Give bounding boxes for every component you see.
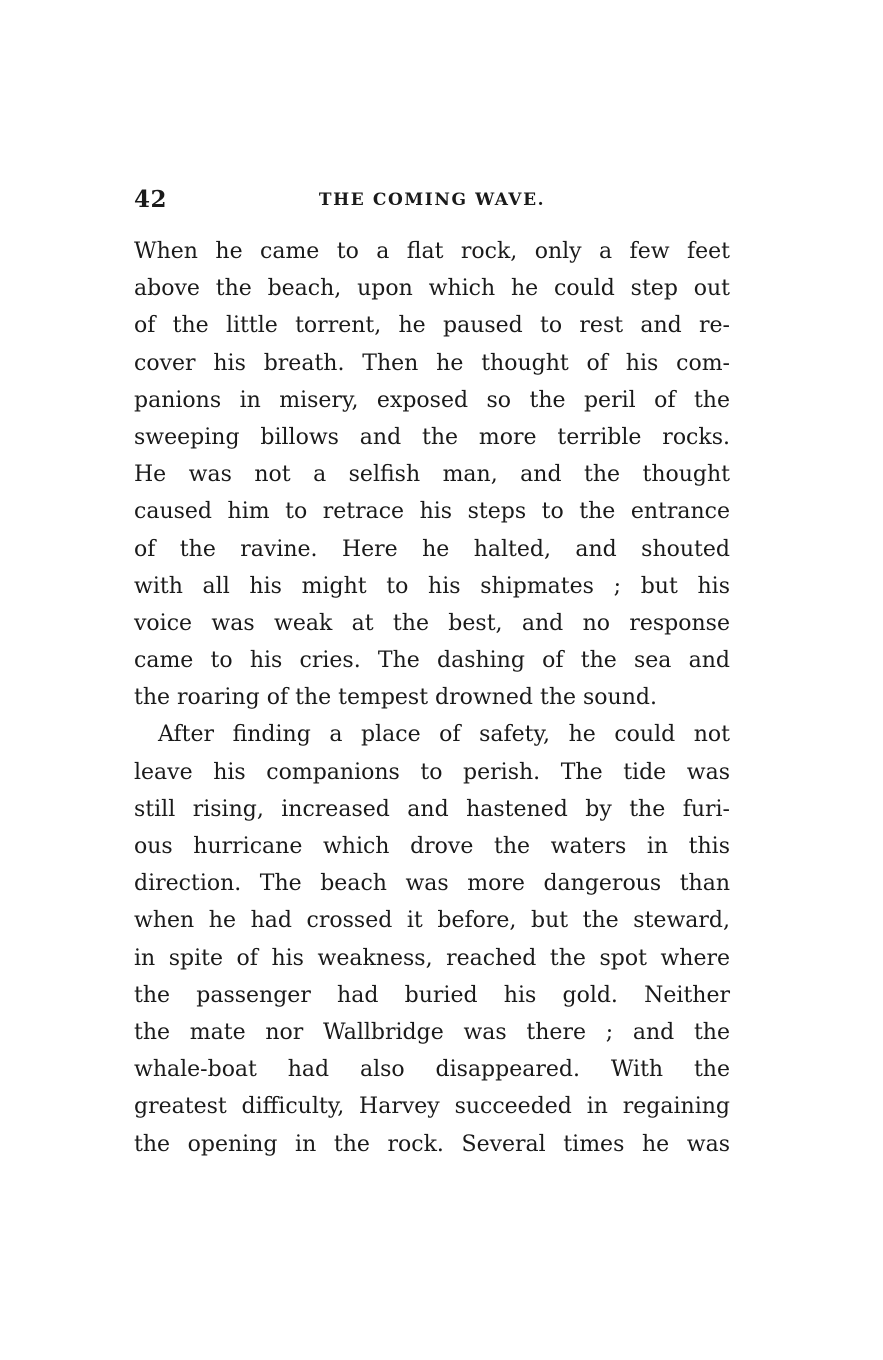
text-line: sweeping billows and the more terrible rocks. bbox=[134, 424, 730, 450]
running-head bbox=[134, 186, 730, 220]
running-title: THE COMING WAVE. bbox=[318, 190, 546, 210]
text-line: with all his might to his shipmates ; but his bbox=[134, 573, 730, 599]
text-line: the mate nor Wallbridge was there ; and the bbox=[134, 1019, 730, 1045]
text-line: whale-boat had also disappeared. With the bbox=[134, 1057, 730, 1083]
text-line: came to his cries. The dashing of the sea and bbox=[134, 648, 730, 674]
text-line: leave his companions to perish. The tide was bbox=[134, 759, 730, 785]
text-line: direction. The beach was more dangerous than bbox=[134, 871, 730, 897]
body-text bbox=[134, 233, 730, 1163]
text-line: cover his breath. Then he thought of his com- bbox=[134, 350, 730, 376]
text-line: when he had crossed it before, but the steward, bbox=[134, 908, 730, 934]
text-line: above the beach, upon which he could step out bbox=[134, 276, 730, 302]
text-line: After finding a place of safety, he could not bbox=[158, 722, 730, 748]
text-line: When he came to a flat rock, only a few feet bbox=[134, 239, 730, 264]
text-line: in spite of his weakness, reached the spot where bbox=[134, 945, 730, 971]
text-line: greatest difficulty, Harvey succeeded in regaining bbox=[134, 1094, 730, 1120]
text-line: voice was weak at the best, and no response bbox=[134, 610, 730, 636]
text-line: caused him to retrace his steps to the entrance bbox=[134, 499, 730, 525]
text-line: of the ravine. Here he halted, and shouted bbox=[134, 536, 730, 562]
text-line: He was not a selfish man, and the thought bbox=[134, 462, 730, 488]
text-line: the passenger had buried his gold. Neither bbox=[134, 982, 730, 1008]
text-line: the opening in the rock. Several times he was bbox=[134, 1131, 730, 1157]
text-line: still rising, increased and hastened by the furi- bbox=[134, 796, 730, 822]
page-number: 42 bbox=[134, 186, 168, 213]
text-line: panions in misery, exposed so the peril of the bbox=[134, 387, 730, 413]
text-line: the roaring of the tempest drowned the sound. bbox=[134, 685, 657, 711]
text-line: of the little torrent, he paused to rest and re- bbox=[134, 313, 730, 339]
text-line: ous hurricane which drove the waters in this bbox=[134, 834, 730, 859]
